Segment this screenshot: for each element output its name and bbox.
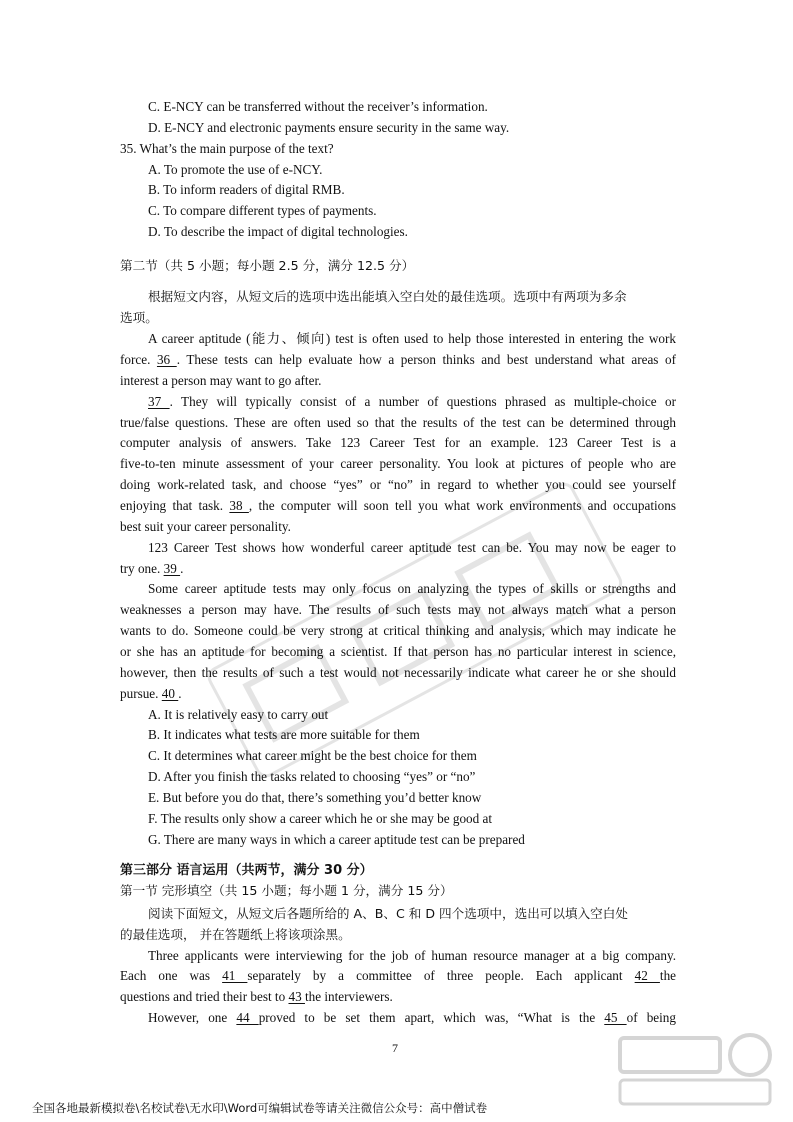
option-35d: D. To describe the impact of digital technologies. [148,224,408,239]
passage-line: however, then the results of such a test would not necessarily indicate what career he or she should [120,665,676,680]
blank-36: 36 [156,352,177,367]
blank-41: 41 [222,968,248,983]
passage-line: wants to do. Someone could be very strong at critical thinking and analysis, which may indicate he [120,623,676,638]
section-1-heading: 第一节 完形填空（共 15 小题；每小题 1 分，满分 15 分） [120,883,453,898]
blank-39: 39 [163,561,181,576]
choice-a: A. It is relatively easy to carry out [148,707,329,722]
choice-c: C. It determines what career might be the best choice for them [148,748,477,763]
page-number: 7 [392,1041,398,1055]
passage-line: best suit your career personality. [120,519,291,534]
section-2-instructions: 根据短文内容，从短文后的选项中选出能填入空白处的最佳选项。选项中有两项为多余 [148,289,627,304]
passage-line: A career aptitude (能力、倾向) test is often used to help those interested in entering the work [148,331,676,346]
passage-line: try one. 39 . [120,561,184,576]
cloze-line: questions and tried their best to 43 the interviewers. [120,989,393,1004]
passage-line: 123 Career Test shows how wonderful career aptitude test can be. You may now be eager to [148,540,676,555]
choice-d: D. After you finish the tasks related to choosing “yes” or “no” [148,769,476,784]
section-2-instructions-cont: 选项。 [120,310,158,325]
passage-line: or she has an aptitude for becoming a scientist. If that person has no particular interest in science, [120,644,676,659]
cloze-line: However, one 44 proved to be set them apart, which was, “What is the 45 of being [148,1010,676,1025]
choice-b: B. It indicates what tests are more suitable for them [148,727,420,742]
cloze-line: Each one was 41 separately by a committee of three people. Each applicant 42 the [120,968,677,983]
option-34c: C. E-NCY can be transferred without the receiver’s information. [148,99,488,114]
cloze-line: Three applicants were interviewing for the job of human resource manager at a big company. [148,948,676,963]
passage-line: true/false questions. These are often used so that the results of the test can be determined through [120,415,676,430]
blank-45: 45 [604,1010,627,1025]
passage-line: computer analysis of answers. Take 123 Career Test for an example. 123 Career Test is a [120,435,676,450]
blank-37: 37 [148,394,170,409]
passage-line: force. 36 . These tests can help evaluate how a person thinks and best understand what areas of [120,352,676,367]
blank-44: 44 [236,1010,259,1025]
part-3-heading: 第三部分 语言运用（共两节，满分 30 分） [120,863,373,878]
passage-line: enjoying that task. 38 , the computer will soon tell you what work environments and occupations [120,498,677,513]
section-2-heading: 第二节（共 5 小题；每小题 2.5 分，满分 12.5 分） [120,258,415,273]
choice-e: E. But before you do that, there’s something you’d better know [148,790,482,805]
blank-40: 40 [161,686,179,701]
passage-line: five-to-ten minute assessment of your career personality. You look at pictures of people who are [120,456,676,471]
passage-line: pursue. 40 . [120,686,182,701]
passage-line: 37 . They will typically consist of a number of questions phrased as multiple-choice or [148,394,676,409]
blank-42: 42 [634,968,660,983]
option-34d: D. E-NCY and electronic payments ensure security in the same way. [148,120,510,135]
choice-f: F. The results only show a career which he or she may be good at [148,811,493,826]
passage-line: Some career aptitude tests may only focus on analyzing the types of skills or strengths and [148,581,676,596]
footer-notice: 全国各地最新模拟卷\名校试卷\无水印\Word可编辑试卷等请关注微信公众号：高中僧试卷 [32,1101,488,1115]
passage-line: doing work-related task, and choose “yes” or “no” in regard to whether you could see yourself [120,477,676,492]
question-35: 35. What’s the main purpose of the text? [120,141,334,156]
blank-43: 43 [288,989,305,1004]
option-35b: B. To inform readers of digital RMB. [148,182,345,197]
passage-line: weaknesses a person may have. The results of such tests may not always match what a person [120,602,676,617]
option-35c: C. To compare different types of payments. [148,203,377,218]
passage-line: interest a person may want to go after. [120,373,322,388]
option-35a: A. To promote the use of e-NCY. [148,162,323,177]
cloze-instructions: 阅读下面短文，从短文后各题所给的 A、B、C 和 D 四个选项中，选出可以填入空白处 [148,906,628,921]
blank-38: 38 [229,498,249,513]
site-logo [610,1030,780,1110]
choice-g: G. There are many ways in which a career aptitude test can be prepared [148,832,525,847]
cloze-instructions-cont: 的最佳选项， 并在答题纸上将该项涂黑。 [120,927,351,942]
